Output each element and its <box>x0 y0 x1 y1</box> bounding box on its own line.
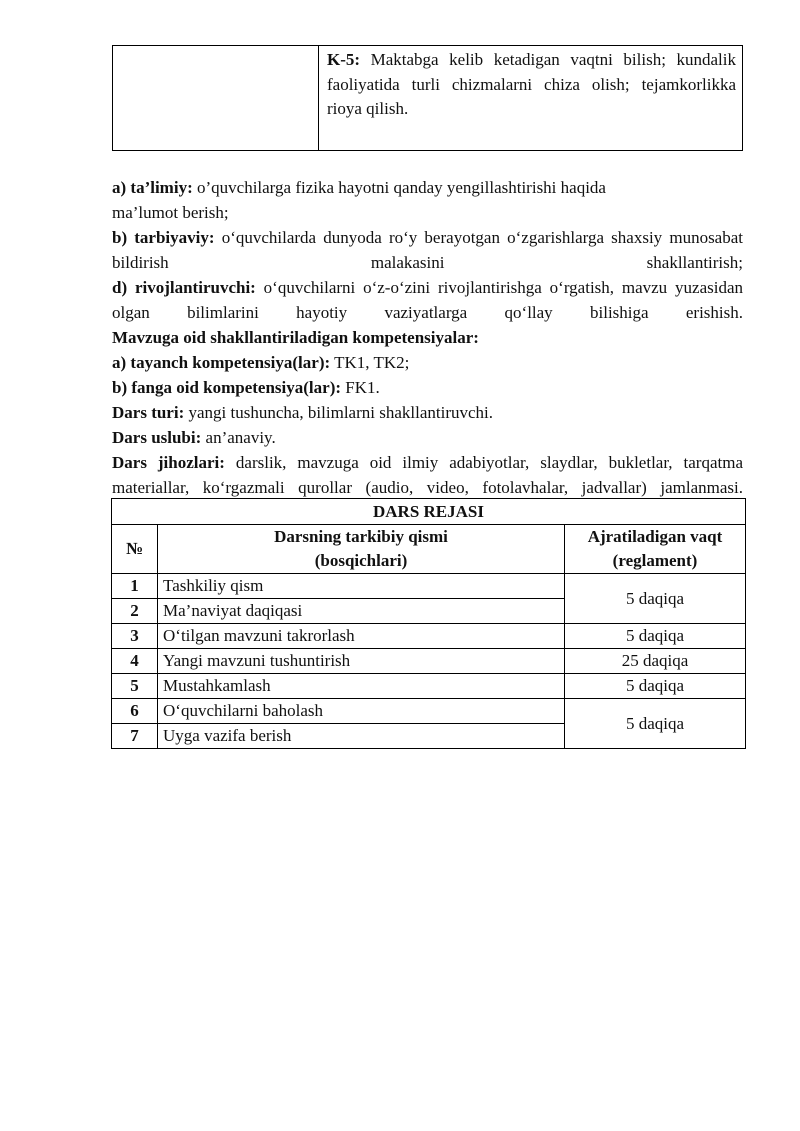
row-number: 5 <box>112 674 158 699</box>
col-part-line1: Darsning tarkibiy qismi <box>274 527 448 546</box>
row-time: 25 daqiqa <box>565 649 746 674</box>
table-row <box>112 574 746 599</box>
competency-b <box>112 375 743 400</box>
row-stage: Ma’naviyat daqiqasi <box>158 599 565 624</box>
row-time: 5 daqiqa <box>565 699 746 749</box>
col-time-line2: (reglament) <box>612 551 698 570</box>
lesson-style-label: Dars uslubi: <box>112 428 202 447</box>
row-time: 5 daqiqa <box>565 574 746 624</box>
col-time-header <box>565 525 746 574</box>
plan-title: DARS REJASI <box>112 499 746 525</box>
lesson-equipment-text: darslik, mavzuga oid ilmiy adabiyotlar, slaydlar, bukletlar, tarqatma materiallar, ko‘rgazmali qurollar (audio, video, fotolavhalar, jadvallar) jamlanmasi. <box>112 453 743 497</box>
row-number: 4 <box>112 649 158 674</box>
goal-d-text: o‘quvchilarni o‘z-o‘zini rivojlantirishga o‘rgatish, mavzu yuzasidan olgan bilimlarini hayotiy vaziyatlarga qo‘llay bilishiga erishish. <box>112 278 743 322</box>
goal-a-line2 <box>112 200 743 225</box>
empty-cell <box>113 46 319 151</box>
goal-d <box>112 275 743 325</box>
lesson-plan-table <box>111 498 746 749</box>
col-part-header <box>158 525 565 574</box>
col-part-line2: (bosqichlari) <box>314 551 408 570</box>
competencies-heading-text: Mavzuga oid shakllantiriladigan kompetensiyalar: <box>112 328 479 347</box>
lesson-type <box>112 400 743 425</box>
competency-a-text: TK1, TK2; <box>330 353 410 372</box>
goal-a-text-2: ma’lumot berish; <box>112 203 229 222</box>
competencies-heading <box>112 325 743 350</box>
col-time-line1: Ajratiladigan vaqt <box>587 527 723 546</box>
row-stage: Uyga vazifa berish <box>158 724 565 749</box>
competency-b-label: b) fanga oid kompetensiya(lar): <box>112 378 342 397</box>
row-stage: O‘tilgan mavzuni takrorlash <box>158 624 565 649</box>
k5-label: K-5: <box>327 50 361 69</box>
table-row <box>112 624 746 649</box>
lesson-type-label: Dars turi: <box>112 403 185 422</box>
row-stage: Tashkiliy qism <box>158 574 565 599</box>
k5-text: Maktabga kelib ketadigan vaqtni bilish; kundalik faoliyatida turli chizmalarni chiza olish; tejamkorlikka rioya qilish. <box>327 50 736 118</box>
lesson-style <box>112 425 743 450</box>
row-time: 5 daqiqa <box>565 624 746 649</box>
competency-a <box>112 350 743 375</box>
goal-b-text: o‘quvchilarda dunyoda ro‘y berayotgan o‘zgarishlarga shaxsiy munosabat bildirish malakasini shakllantirish; <box>112 228 743 272</box>
col-num-header: № <box>112 525 158 574</box>
goal-b <box>112 225 743 275</box>
goal-a-line1 <box>112 175 743 200</box>
row-number: 6 <box>112 699 158 724</box>
lesson-type-text: yangi tushuncha, bilimlarni shakllantiruvchi. <box>184 403 494 422</box>
goal-d-label: d) rivojlantiruvchi: <box>112 278 256 297</box>
lesson-equipment-label: Dars jihozlari: <box>112 453 225 472</box>
row-number: 2 <box>112 599 158 624</box>
competency-table <box>112 45 743 151</box>
row-number: 7 <box>112 724 158 749</box>
lesson-equipment <box>112 450 743 500</box>
row-number: 1 <box>112 574 158 599</box>
row-stage: Mustahkamlash <box>158 674 565 699</box>
table-row <box>112 674 746 699</box>
row-stage: Yangi mavzuni tushuntirish <box>158 649 565 674</box>
row-stage: O‘quvchilarni baholash <box>158 699 565 724</box>
lesson-style-text: an’anaviy. <box>201 428 276 447</box>
k5-cell <box>319 46 743 151</box>
goal-b-label: b) tarbiyaviy: <box>112 228 215 247</box>
table-row <box>112 699 746 724</box>
row-number: 3 <box>112 624 158 649</box>
competency-a-label: a) tayanch kompetensiya(lar): <box>112 353 331 372</box>
goal-a-text-1: o’quvchilarga fizika hayotni qanday yengillashtirishi haqida <box>192 178 606 197</box>
row-time: 5 daqiqa <box>565 674 746 699</box>
table-row <box>112 649 746 674</box>
competency-b-text: FK1. <box>341 378 380 397</box>
goal-a-label: a) ta’limiy: <box>112 178 193 197</box>
